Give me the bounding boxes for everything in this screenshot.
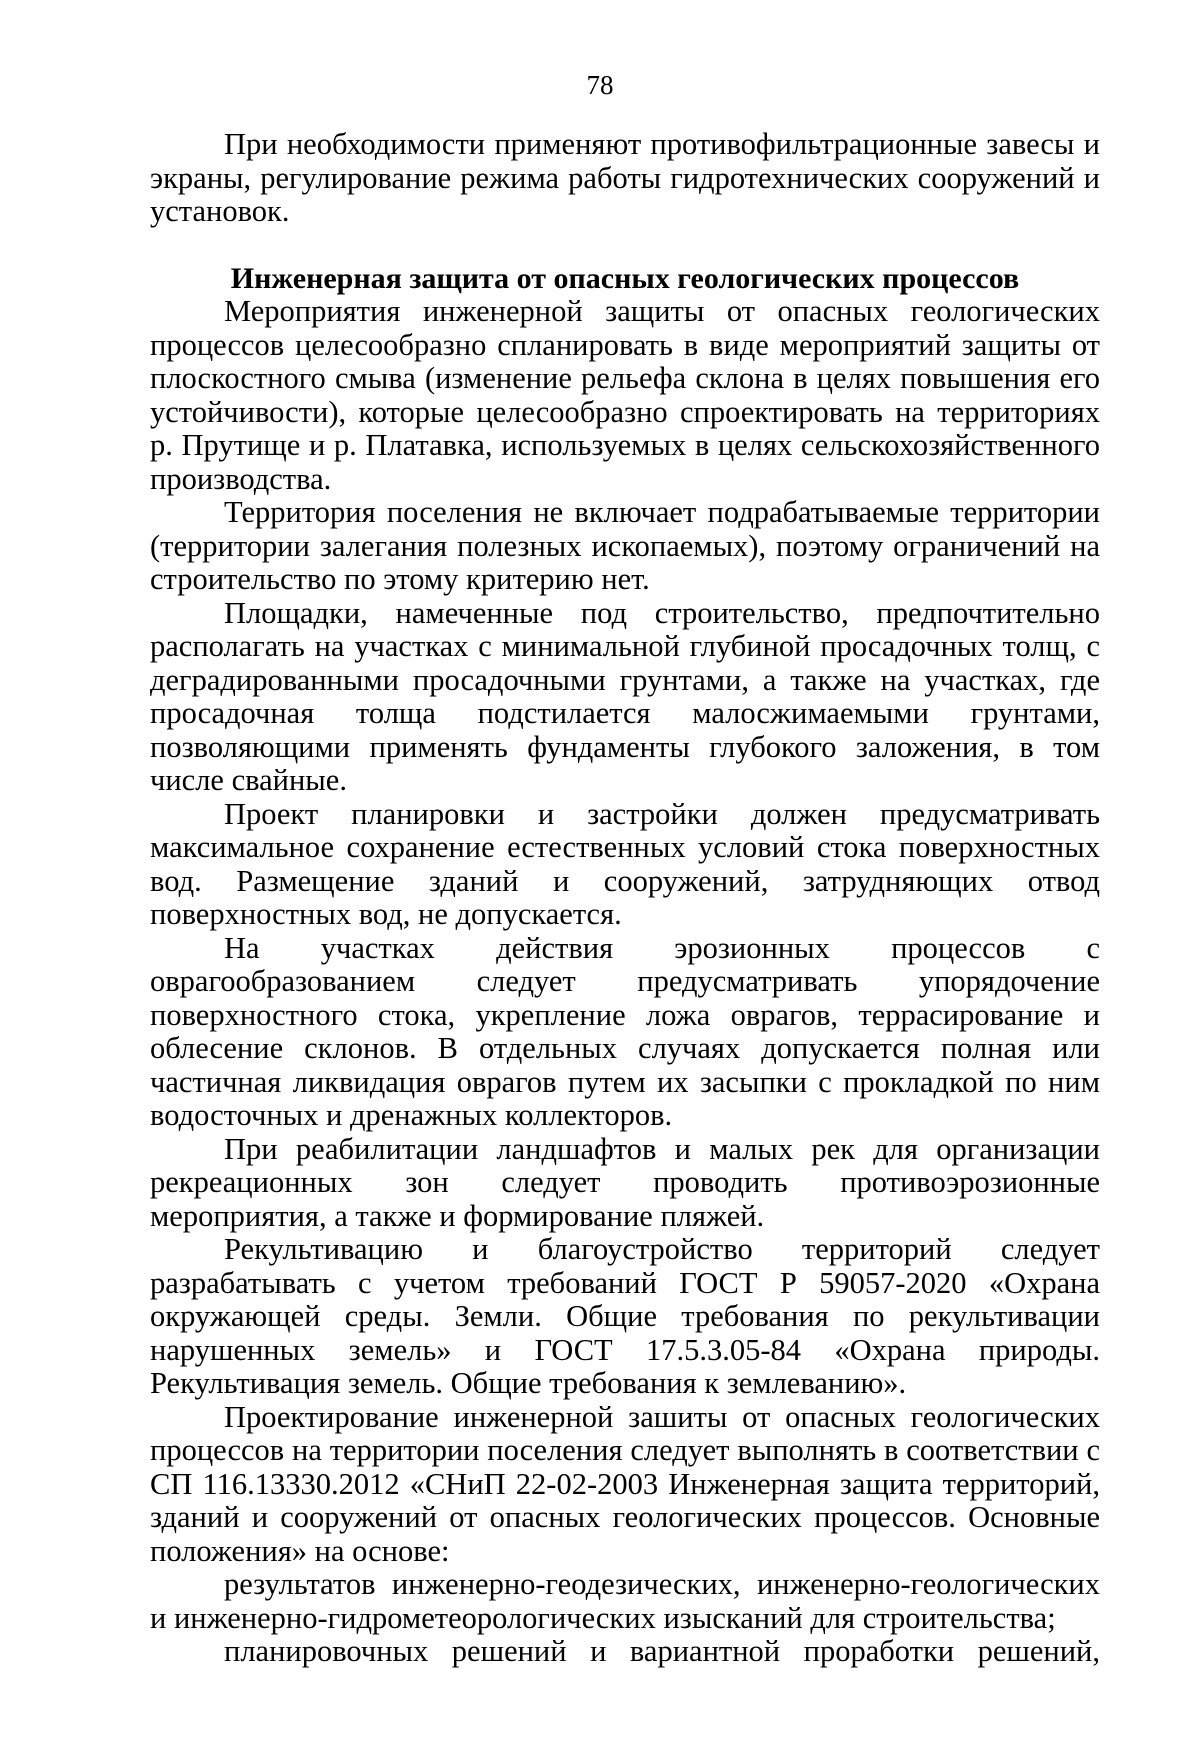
- paragraph-erosion-areas: На участках действия эрозионных процессов с оврагообразованием следует предусматривать упорядочение поверхностного стока, укрепление ложа оврагов, террасирование и облесение склонов. В отдельных случаях допускается полная или частичная ликвидация оврагов путем их засыпки с прокладкой по ним водосточных и дренажных коллекторов.: [150, 930, 1100, 1132]
- paragraph-protection-measures: Мероприятия инженерной защиты от опасных геологических процессов целесообразно спланировать в виде мероприятий защиты от плоскостного смыва (изменение рельефа склона в целях повышения его устойчивости), которые целесообразно спроектировать на территориях р. Прутище и р. Платавка, используемых в целях сельскохозяйственного производства.: [150, 294, 1100, 496]
- paragraph-recultivation: Рекультивацию и благоустройство территорий следует разрабатывать с учетом требований ГОСТ Р 59057-2020 «Охрана окружающей среды. Земли. Общие требования по рекультивации нарушенных земель» и ГОСТ 17.5.3.05-84 «Охрана природы. Рекультивация земель. Общие требования к землеванию».: [150, 1232, 1100, 1400]
- section-heading: Инженерная защита от опасных геологических процессов: [230, 261, 1020, 295]
- page-number: 78: [586, 70, 614, 100]
- intro-paragraph: При необходимости применяют противофильтрационные завесы и экраны, регулирование режима работы гидротехнических сооружений и установок.: [150, 127, 1100, 228]
- paragraph-landscape-rehabilitation: При реабилитации ландшафтов и малых рек для организации рекреационных зон следует проводить противоэрозионные мероприятия, а также и формирование пляжей.: [150, 1131, 1100, 1233]
- paragraph-construction-sites: Площадки, намеченные под строительство, предпочтительно располагать на участках с минимальной глубиной просадочных толщ, с деградированными просадочными грунтами, а также на участках, где просадочная толща подстилается малосжимаемыми грунтами, позволяющими применять фундаменты глубокого заложения, в том числе свайные.: [150, 595, 1100, 797]
- paragraph-planning-project: Проект планировки и застройки должен предусматривать максимальное сохранение естественных условий стока поверхностных вод. Размещение зданий и сооружений, затрудняющих отвод поверхностных вод, не допускается.: [150, 796, 1100, 931]
- paragraph-design-requirements: Проектирование инженерной зашиты от опасных геологических процессов на территории поселения следует выполнять в соответствии с СП 116.13330.2012 «СНиП 22-02-2003 Инженерная защита территорий, зданий и сооружений от опасных геологических процессов. Основные положения» на основе:: [150, 1399, 1100, 1568]
- list-item-planning-solutions: планировочных решений и вариантной проработки решений,: [224, 1634, 1100, 1668]
- document-body: [150, 128, 1100, 1669]
- list-item-survey-results: результатов инженерно-геодезических, инженерно-геологических и инженерно-гидрометеорологических изысканий для строительства;: [150, 1567, 1100, 1635]
- paragraph-undermined-territories: Территория поселения не включает подрабатываемые территории (территории залегания полезных ископаемых), поэтому ограничений на строительство по этому критерию нет.: [150, 495, 1100, 596]
